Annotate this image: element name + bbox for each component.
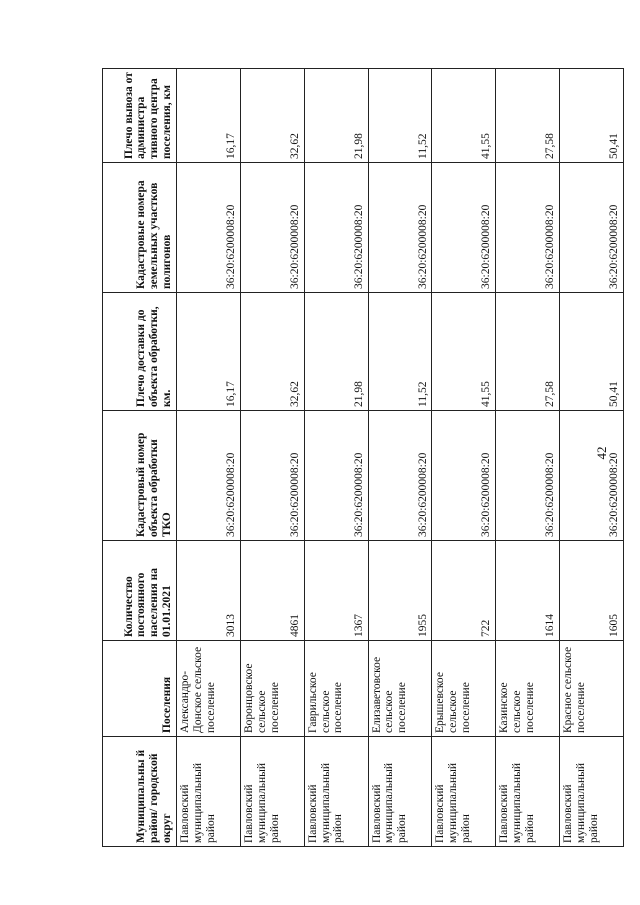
cell-settlement: Красное сельское поселение — [560, 641, 624, 737]
cell-cadastral-object: 36:20:6200008:20 — [432, 411, 496, 541]
cell-cadastral-land: 36:20:6200008:20 — [177, 163, 241, 293]
cell-settlement: Воронцовское сельское поселение — [240, 641, 304, 737]
cell-district: Павловский муниципальный район — [368, 737, 432, 847]
table-row — [177, 69, 241, 847]
header-removal-distance: Плечо вывоза от администра тивного центра поселения, км — [103, 69, 177, 163]
cell-population: 1614 — [496, 541, 560, 641]
cell-population: 3013 — [177, 541, 241, 641]
cell-delivery-distance: 16,17 — [177, 293, 241, 411]
cell-district: Павловский муниципальный район — [177, 737, 241, 847]
cell-population: 722 — [432, 541, 496, 641]
cell-district: Павловский муниципальный район — [432, 737, 496, 847]
cell-cadastral-land: 36:20:6200008:20 — [496, 163, 560, 293]
cell-cadastral-object: 36:20:6200008:20 — [560, 411, 624, 541]
cell-delivery-distance: 32,62 — [240, 293, 304, 411]
table-row — [496, 69, 560, 847]
cell-delivery-distance: 50,41 — [560, 293, 624, 411]
cell-cadastral-land: 36:20:6200008:20 — [432, 163, 496, 293]
table-row — [240, 69, 304, 847]
cell-district: Павловский муниципальный район — [496, 737, 560, 847]
cell-delivery-distance: 27,58 — [496, 293, 560, 411]
header-population: Количество постоянного населения на 01.01.2021 — [103, 541, 177, 641]
header-delivery-distance: Плечо доставки до объекта обработки, км. — [103, 293, 177, 411]
cell-delivery-distance: 21,98 — [304, 293, 368, 411]
cell-cadastral-object: 36:20:6200008:20 — [496, 411, 560, 541]
cell-removal-distance: 41,55 — [432, 69, 496, 163]
cell-settlement: Гаврильское сельское поселение — [304, 641, 368, 737]
cell-district: Павловский муниципальный район — [240, 737, 304, 847]
header-settlement: Поселения — [103, 641, 177, 737]
cell-population: 1605 — [560, 541, 624, 641]
cell-removal-distance: 27,58 — [496, 69, 560, 163]
cell-removal-distance: 50,41 — [560, 69, 624, 163]
cell-removal-distance: 21,98 — [304, 69, 368, 163]
rotated-table-frame — [102, 69, 624, 847]
table-row — [304, 69, 368, 847]
cell-cadastral-object: 36:20:6200008:20 — [304, 411, 368, 541]
cell-removal-distance: 16,17 — [177, 69, 241, 163]
settlement-table — [102, 68, 624, 847]
table-row — [560, 69, 624, 847]
header-cadastral-land: Кадастровые номера земельных участков полигонов — [103, 163, 177, 293]
cell-district: Павловский муниципальный район — [560, 737, 624, 847]
table-row — [432, 69, 496, 847]
cell-delivery-distance: 11,52 — [368, 293, 432, 411]
header-cadastral-object: Кадастровый номер объекта обработки ТКО — [103, 411, 177, 541]
cell-settlement: Ерышевское сельское поселение — [432, 641, 496, 737]
table-header-row — [103, 69, 177, 847]
cell-cadastral-land: 36:20:6200008:20 — [304, 163, 368, 293]
cell-cadastral-object: 36:20:6200008:20 — [240, 411, 304, 541]
cell-removal-distance: 32,62 — [240, 69, 304, 163]
cell-cadastral-object: 36:20:6200008:20 — [368, 411, 432, 541]
cell-cadastral-object: 36:20:6200008:20 — [177, 411, 241, 541]
cell-district: Павловский муниципальный район — [304, 737, 368, 847]
cell-population: 1367 — [304, 541, 368, 641]
cell-settlement: Казинское сельское поселение — [496, 641, 560, 737]
cell-settlement: Елизаветовское сельское поселение — [368, 641, 432, 737]
cell-removal-distance: 11,52 — [368, 69, 432, 163]
header-district: Муниципальны й район/ городской округ — [103, 737, 177, 847]
cell-population: 1955 — [368, 541, 432, 641]
cell-cadastral-land: 36:20:6200008:20 — [368, 163, 432, 293]
cell-delivery-distance: 41,55 — [432, 293, 496, 411]
cell-settlement: Александро-Донское сельское поселение — [177, 641, 241, 737]
cell-population: 4861 — [240, 541, 304, 641]
cell-cadastral-land: 36:20:6200008:20 — [560, 163, 624, 293]
table-container — [102, 69, 624, 847]
cell-cadastral-land: 36:20:6200008:20 — [240, 163, 304, 293]
table-row — [368, 69, 432, 847]
page-number: 42 — [594, 446, 609, 460]
